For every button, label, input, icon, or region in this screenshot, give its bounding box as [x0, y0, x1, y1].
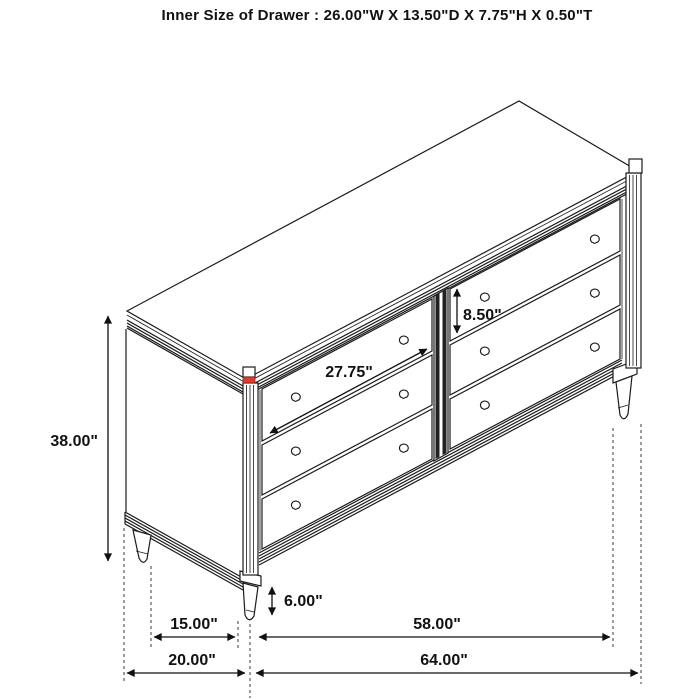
- dresser-drawing: [125, 101, 642, 620]
- drawer-knob: [590, 235, 599, 243]
- drawer-knob: [291, 393, 300, 401]
- front-left-leg: [240, 571, 261, 620]
- dimension-leg-spacing-depth: [154, 616, 235, 637]
- dimension-label: 6.00": [284, 593, 323, 610]
- drawer-knob: [399, 336, 408, 344]
- front-left-corner-post: [243, 367, 258, 575]
- dimension-label: 15.00": [170, 616, 218, 633]
- back-left-leg: [133, 530, 151, 562]
- dimension-leg-height: [272, 587, 323, 615]
- front-right-corner-post: [626, 159, 642, 368]
- dimension-overall-height: [50, 316, 108, 561]
- front-right-leg: [613, 360, 637, 419]
- dimension-leg-spacing-width: [259, 616, 610, 637]
- red-corner-mark: [243, 377, 255, 383]
- drawer-knob: [399, 444, 408, 452]
- dimension-label: 58.00": [413, 616, 461, 633]
- drawer-knob: [590, 289, 599, 297]
- drawer-knob: [480, 347, 489, 355]
- dimension-label: 8.50": [463, 307, 502, 324]
- drawer-knob: [590, 343, 599, 351]
- corner-cap: [243, 367, 255, 377]
- drawer-knob: [480, 293, 489, 301]
- dimension-overall-width: [256, 652, 638, 673]
- dimension-label: 20.00": [168, 652, 216, 669]
- drawer-knob: [291, 447, 300, 455]
- drawer-knob: [480, 401, 489, 409]
- page-title: Inner Size of Drawer : 26.00"W X 13.50"D X 7.75"H X 0.50"T: [161, 7, 593, 24]
- corner-cap: [629, 159, 642, 173]
- dimension-label: 64.00": [420, 652, 468, 669]
- center-divider: [434, 288, 448, 461]
- drawer-knob: [399, 390, 408, 398]
- dimension-label: 27.75": [325, 364, 373, 381]
- dimension-overall-depth: [127, 652, 245, 673]
- drawer-knob: [291, 501, 300, 509]
- dimension-label: 38.00": [50, 433, 98, 450]
